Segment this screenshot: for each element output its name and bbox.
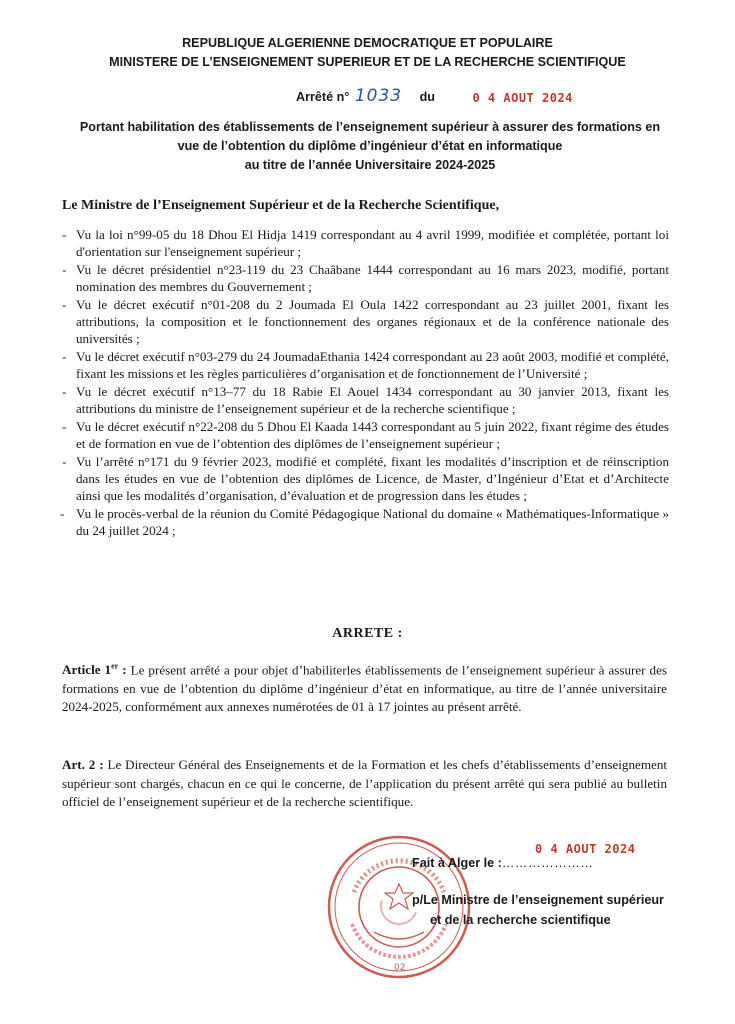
- visa-item: - Vu le procès-verbal de la réunion du Comité Pédagogique National du domaine « Mathématiques-Informatique » du 24 juillet 2024 ;: [60, 506, 669, 538]
- list-dash: -: [62, 297, 67, 312]
- signatory-block: [412, 890, 702, 930]
- visa-item: - Vu l’arrêté n°171 du 9 février 2023, modifié et complété, fixant les modalités d’inscription et de réinscription dans les études en vue de l’obtention des diplômes de Licence, de Master, d’Ingénieur d’Etat et d’Architecte ainsi que les modalités d’organisation, d’évaluation et de progression dans les études ;: [62, 454, 669, 503]
- document-header: [0, 34, 735, 72]
- list-dash: -: [62, 227, 67, 242]
- visa-item: - Vu la loi n°99-05 du 18 Dhou El Hidja 1419 correspondant au 4 avril 1999, modifiée et complétée, portant loi d'orientation sur l'enseignement supérieur ;: [62, 227, 669, 259]
- list-dash: -: [62, 262, 67, 277]
- visa-item: - Vu le décret exécutif n°01-208 du 2 Joumada El Oula 1422 correspondant au 23 juillet 2001, fixant les attributions, la composition et le fonctionnement des organes régionaux et de la conférence nationale des universités ;: [62, 297, 669, 346]
- list-dash: -: [60, 506, 65, 521]
- list-dash: -: [62, 384, 67, 399]
- signature-date-stamp: 0 4 AOUT 2024: [535, 842, 636, 856]
- article-1-text: Le présent arrêté a pour objet d’habiliterles établissements de l’enseignement supérieur à assurer des formations en vue de l’obtention du diplôme d’ingénieur d’état en informatique, au titre de l’année universitaire 2024-2025, conformément aux annexes numérotées de 01 à 17 jointes au présent arrêté.: [62, 662, 667, 715]
- seal-number: 02: [394, 963, 406, 973]
- arrete-du-label: du: [419, 90, 435, 104]
- visa-item: - Vu le décret présidentiel n°23-119 du 23 Chaâbane 1444 correspondant au 16 mars 2023, modifié, portant nomination des membres du Gouvernement ;: [62, 262, 669, 294]
- place-dots: …………………: [501, 856, 594, 870]
- header-republic: REPUBLIQUE ALGERIENNE DEMOCRATIQUE ET POPULAIRE: [182, 36, 553, 50]
- list-dash: -: [62, 454, 67, 469]
- list-dash: -: [62, 349, 67, 364]
- arrete-number-line: [296, 86, 573, 106]
- signatory-line: et de la recherche scientifique: [430, 913, 611, 927]
- minister-heading: Le Ministre de l’Enseignement Supérieur et de la Recherche Scientifique,: [62, 198, 500, 213]
- header-ministry: MINISTERE DE L’ENSEIGNEMENT SUPERIEUR ET DE LA RECHERCHE SCIENTIFIQUE: [109, 55, 626, 69]
- visa-item: - Vu le décret exécutif n°03-279 du 24 JoumadaEthania 1424 correspondant au 23 août 2003, modifié et complété, fixant les missions et les règles particulières d’organisation et de fonctionnement de l’Université ;: [62, 349, 669, 381]
- decides-heading: ARRETE :: [332, 626, 403, 641]
- list-dash: -: [62, 419, 67, 434]
- article-2-text: Le Directeur Général des Enseignements et de la Formation et les chefs d’établissements d’enseignement supérieur sont chargés, chacun en ce qui le concerne, de l’application du présent arrêté qui sera publié au bulletin officiel de l’enseignement supérieur et de la recherche scientifique.: [62, 757, 668, 809]
- article-1: [62, 658, 667, 717]
- arrete-number-handwritten: 1033: [354, 86, 403, 106]
- arrete-date-stamp: 0 4 AOUT 2024: [472, 91, 573, 105]
- place-label: Fait à Alger le :: [412, 856, 502, 870]
- article-2-label: Art. 2 :: [62, 757, 104, 772]
- article-1-label: Article 1er :: [62, 662, 127, 678]
- article-2: [62, 756, 667, 812]
- subject-line: au titre de l’année Universitaire 2024-2025: [244, 158, 496, 172]
- visa-list: [0, 226, 735, 540]
- signatory-line: p/Le Ministre de l’enseignement supérieur: [412, 893, 664, 907]
- visa-item: - Vu le décret exécutif n°13–77 du 18 Rabie El Aouel 1434 correspondant au 30 janvier 2013, fixant les attributions du ministre de l’enseignement supérieur et de la recherche scientifique ;: [62, 384, 669, 416]
- signature-place-line: [412, 856, 593, 870]
- document-subject: [40, 118, 700, 175]
- subject-line: Portant habilitation des établissements de l’enseignement supérieur à assurer des formations en: [79, 120, 661, 134]
- visa-item: - Vu le décret exécutif n°22-208 du 5 Dhou El Kaada 1443 correspondant au 5 juin 2022, fixant régime des études et de formation en vue de l’obtention des diplômes de l’enseignement supérieur ;: [62, 419, 669, 451]
- subject-line: vue de l’obtention du diplôme d’ingénieur d’état en informatique: [177, 139, 563, 153]
- arrete-label: Arrêté n°: [296, 90, 350, 104]
